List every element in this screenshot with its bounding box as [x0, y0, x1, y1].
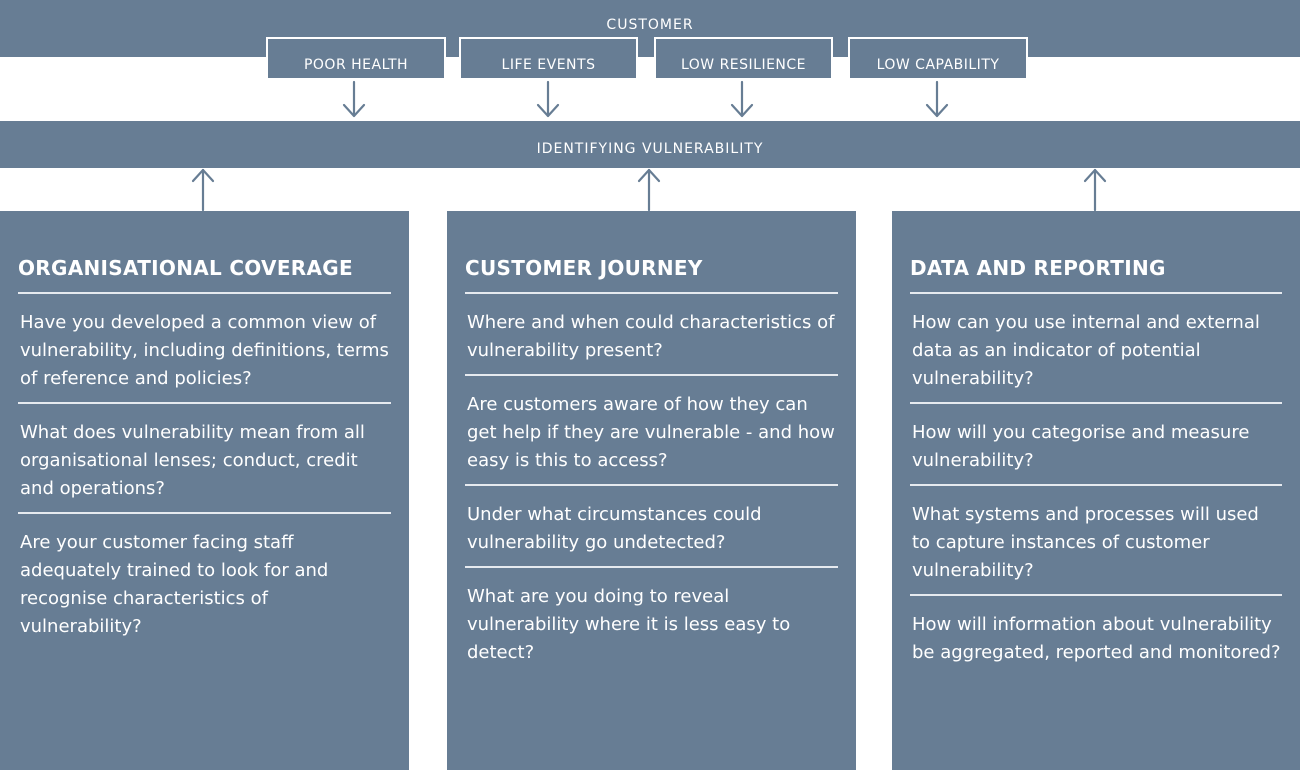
- panel-data-and-reporting: [892, 211, 1300, 770]
- factor-low-resilience: LOW RESILIENCE: [654, 37, 833, 80]
- arrow-up-data-reporting: [1085, 170, 1105, 210]
- question-item: How will information about vulnerability be aggregated, reported and monitored?: [912, 614, 1281, 663]
- question-item: What are you doing to reveal vulnerability where it is less easy to detect?: [467, 586, 791, 663]
- arrow-down-poor-health: [344, 82, 364, 116]
- panel-title: CUSTOMER JOURNEY: [465, 256, 838, 294]
- question-item: How will you categorise and measure vulnerability?: [910, 404, 1282, 486]
- question-item: Have you developed a common view of vulnerability, including definitions, terms of reference and policies?: [18, 294, 391, 404]
- question-item: What does vulnerability mean from all organisational lenses; conduct, credit and operations?: [18, 404, 391, 514]
- arrow-up-organisational-coverage: [193, 170, 213, 210]
- arrow-up-customer-journey: [639, 170, 659, 210]
- factor-poor-health: POOR HEALTH: [266, 37, 446, 80]
- question-item: Where and when could characteristics of vulnerability present?: [465, 294, 838, 376]
- question-item: Under what circumstances could vulnerability go undetected?: [465, 486, 838, 568]
- question-item: What systems and processes will used to capture instances of customer vulnerability?: [910, 486, 1282, 596]
- question-item: Are your customer facing staff adequately trained to look for and recognise characteristics of vulnerability?: [20, 532, 329, 637]
- question-item: Are customers aware of how they can get help if they are vulnerable - and how easy is this to access?: [465, 376, 838, 486]
- factor-life-events: LIFE EVENTS: [459, 37, 638, 80]
- question-item: How can you use internal and external data as an indicator of potential vulnerability?: [910, 294, 1282, 404]
- panel-title: ORGANISATIONAL COVERAGE: [18, 256, 391, 294]
- arrow-down-low-capability: [927, 82, 947, 116]
- customer-band: [0, 0, 1300, 57]
- panel-customer-journey: [447, 211, 856, 770]
- panel-title: DATA AND REPORTING: [910, 256, 1282, 294]
- arrow-down-life-events: [538, 82, 558, 116]
- identifying-label: IDENTIFYING VULNERABILITY: [536, 141, 764, 157]
- factor-low-capability: LOW CAPABILITY: [848, 37, 1028, 80]
- arrow-down-low-resilience: [732, 82, 752, 116]
- panel-organisational-coverage: [0, 211, 409, 770]
- identifying-band: [0, 121, 1300, 168]
- customer-label: CUSTOMER: [606, 17, 694, 33]
